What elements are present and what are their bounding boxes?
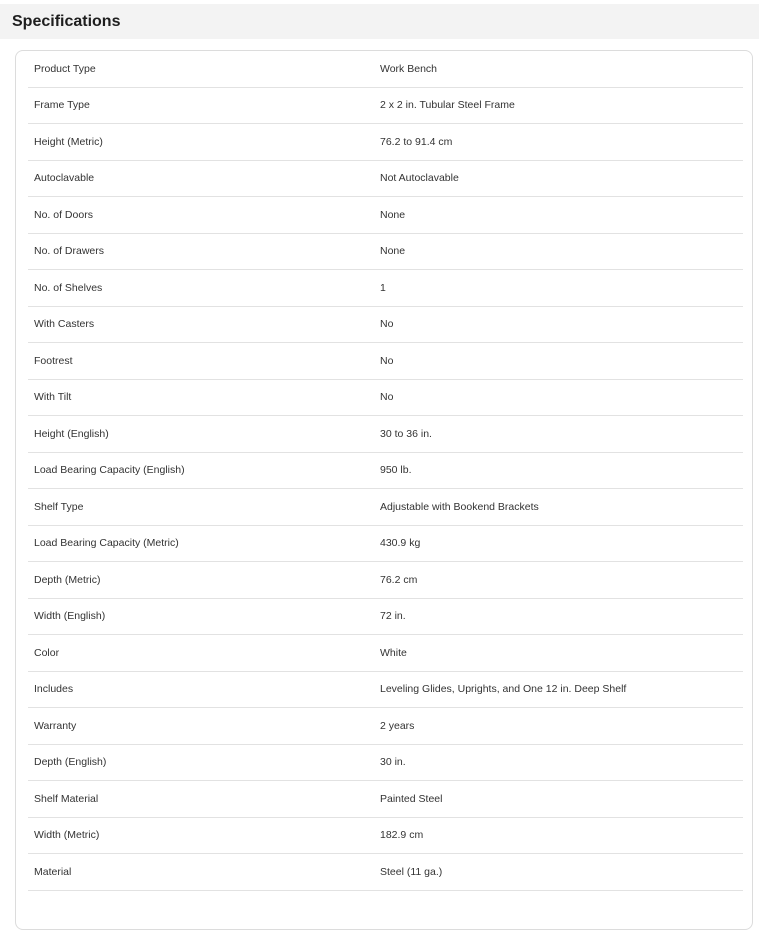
spec-value: Work Bench: [380, 62, 437, 75]
spec-value: Steel (11 ga.): [380, 865, 443, 878]
spec-label: Warranty: [34, 719, 77, 732]
spec-row: [28, 854, 743, 891]
spec-value: Painted Steel: [380, 792, 443, 805]
spec-row: [28, 781, 743, 818]
spec-value: None: [380, 245, 406, 258]
spec-row: [28, 818, 743, 855]
spec-value: 76.2 to 91.4 cm: [380, 135, 453, 148]
specifications-card: [15, 50, 753, 930]
spec-label: Load Bearing Capacity (English): [34, 464, 185, 477]
spec-value: 72 in.: [380, 610, 406, 623]
spec-value: 1: [380, 281, 386, 294]
spec-value: No: [380, 354, 394, 367]
spec-label: No. of Shelves: [34, 281, 103, 294]
spec-value: No: [380, 391, 394, 404]
spec-row: [28, 270, 743, 307]
spec-value: Adjustable with Bookend Brackets: [380, 500, 539, 513]
spec-row: [28, 161, 743, 198]
spec-row: [28, 234, 743, 271]
spec-label: Material: [34, 865, 72, 878]
spec-value: White: [380, 646, 407, 659]
spec-row: [28, 745, 743, 782]
spec-label: Autoclavable: [34, 172, 95, 185]
spec-row: [28, 635, 743, 672]
spec-label: With Tilt: [34, 391, 72, 404]
spec-row: [28, 453, 743, 490]
spec-row: [28, 343, 743, 380]
spec-label: Load Bearing Capacity (Metric): [34, 537, 179, 550]
specifications-header: [0, 4, 759, 39]
spec-row: [28, 197, 743, 234]
spec-label: Width (Metric): [34, 829, 100, 842]
spec-row: [28, 124, 743, 161]
section-title: Specifications: [12, 13, 121, 30]
spec-value: 2 x 2 in. Tubular Steel Frame: [380, 99, 515, 112]
spec-label: Depth (English): [34, 756, 107, 769]
spec-row: [28, 489, 743, 526]
spec-row: [28, 562, 743, 599]
spec-value: 76.2 cm: [380, 573, 418, 586]
spec-row: [28, 51, 743, 88]
spec-label: Depth (Metric): [34, 573, 101, 586]
spec-value: None: [380, 208, 406, 221]
spec-row: [28, 526, 743, 563]
spec-label: No. of Drawers: [34, 245, 105, 258]
spec-value: Not Autoclavable: [380, 172, 459, 185]
spec-value: 182.9 cm: [380, 829, 424, 842]
spec-label: No. of Doors: [34, 208, 93, 221]
spec-row: [28, 380, 743, 417]
spec-row: [28, 672, 743, 709]
spec-label: Product Type: [34, 62, 96, 75]
spec-label: Color: [34, 646, 60, 659]
spec-row: [28, 416, 743, 453]
spec-label: Shelf Material: [34, 792, 99, 805]
spec-label: Includes: [34, 683, 74, 696]
spec-value: 950 lb.: [380, 464, 412, 477]
spec-row: [28, 307, 743, 344]
spec-label: Height (English): [34, 427, 109, 440]
spec-label: Shelf Type: [34, 500, 84, 513]
spec-value: 30 to 36 in.: [380, 427, 432, 440]
spec-label: Height (Metric): [34, 135, 103, 148]
spec-value: 30 in.: [380, 756, 406, 769]
spec-label: Footrest: [34, 354, 73, 367]
spec-label: With Casters: [34, 318, 95, 331]
spec-row: [28, 88, 743, 125]
spec-label: Width (English): [34, 610, 106, 623]
spec-row: [28, 599, 743, 636]
spec-value: 430.9 kg: [380, 537, 421, 550]
specifications-table: [28, 51, 743, 891]
spec-value: No: [380, 318, 394, 331]
spec-value: 2 years: [380, 719, 415, 732]
spec-label: Frame Type: [34, 99, 90, 112]
spec-row: [28, 708, 743, 745]
spec-value: Leveling Glides, Uprights, and One 12 in. Deep Shelf: [380, 683, 627, 696]
